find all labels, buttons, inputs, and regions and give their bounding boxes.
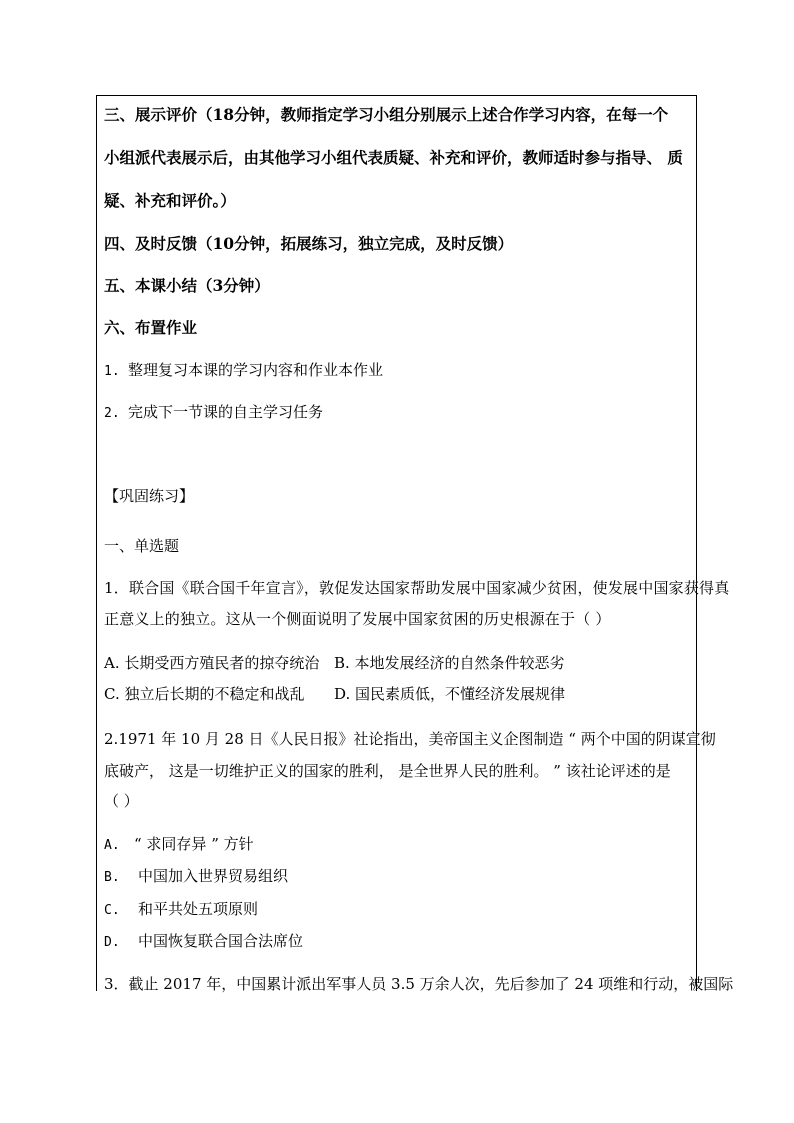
section-six-heading: 六、布置作业	[104, 318, 198, 337]
practice-title: 【巩固练习】	[104, 487, 195, 505]
homework-item-1-number: 1.	[104, 364, 120, 379]
question-2-option-a	[104, 835, 254, 855]
question-1-option-b: B. 本地发展经济的自然条件较恶劣	[334, 654, 565, 672]
question-1-options-row-1	[104, 654, 565, 672]
section-three-line-3: 疑、补充和评价。）	[104, 191, 236, 210]
table-cell-frame	[96, 95, 697, 991]
question-2-option-c	[104, 900, 259, 920]
question-1-line-1: 1．联合国《联合国千年宣言》，敦促发达国家帮助发展中国家减少贫困，使发展中国家获得真	[104, 579, 730, 597]
question-2-option-d-text: 中国恢复联合国合法席位	[138, 932, 304, 950]
homework-item-2-text: 完成下一节课的自主学习任务	[128, 403, 324, 421]
question-2-option-a-key: A.	[104, 838, 120, 853]
homework-item-2	[104, 403, 324, 423]
section-three-line-1: 三、展示评价（18分钟，教师指定学习小组分别展示上述合作学习内容，在每一个	[104, 105, 669, 124]
question-2-option-d	[104, 932, 304, 952]
question-1-option-a: A. 长期受西方殖民者的掠夺统治	[104, 654, 320, 672]
section-four-heading: 四、及时反馈（10分钟，拓展练习，独立完成，及时反馈）	[104, 234, 514, 253]
question-1-line-2: 正意义上的独立。这从一个侧面说明了发展中国家贫困的历史根源在于（ ）	[104, 610, 611, 628]
question-2-line-3: （ ）	[104, 792, 139, 810]
question-2-option-b-key: B.	[104, 870, 120, 885]
section-five-heading: 五、本课小结（3分钟）	[104, 276, 270, 295]
homework-item-1-text: 整理复习本课的学习内容和作业本作业	[128, 361, 384, 379]
homework-item-2-number: 2.	[104, 406, 120, 421]
question-2-option-b-text: 中国加入世界贸易组织	[138, 867, 289, 885]
homework-item-1	[104, 361, 384, 381]
question-2-line-2: 底破产， 这是一切维护正义的国家的胜利， 是全世界人民的胜利。 ” 该社论评述的是	[104, 762, 671, 780]
question-2-option-a-text: “ 求同存异 ” 方针	[134, 835, 254, 853]
question-2-option-c-text: 和平共处五项原则	[138, 900, 259, 918]
question-3-line-1: 3．截止 2017 年，中国累计派出军事人员 3.5 万余人次，先后参加了 24 项维和行动，被国际	[104, 975, 734, 993]
question-2-option-b	[104, 867, 289, 887]
question-1-option-c: C. 独立后长期的不稳定和战乱	[104, 685, 305, 703]
question-1-options-row-2	[104, 685, 566, 703]
question-2-option-c-key: C.	[104, 903, 120, 918]
single-choice-heading: 一、单选题	[104, 537, 180, 555]
question-1-option-d: D. 国民素质低，不懂经济发展规律	[334, 685, 566, 703]
section-three-line-2: 小组派代表展示后，由其他学习小组代表质疑、补充和评价，教师适时参与指导、 质	[104, 148, 683, 167]
question-2-option-d-key: D.	[104, 935, 120, 950]
question-2-line-1: 2.1971 年 10 月 28 日《人民日报》社论指出，美帝国主义企图制造 “ 两个中国的阴谋宣彻	[104, 730, 716, 748]
